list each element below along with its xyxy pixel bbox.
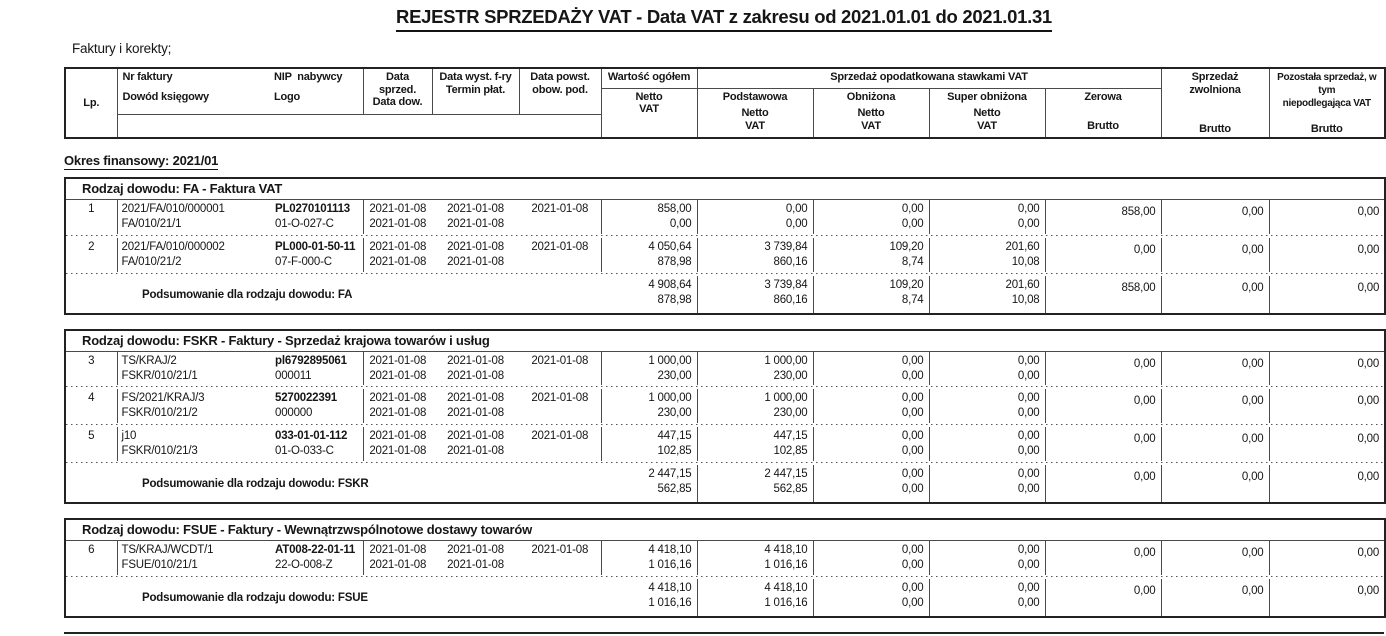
col-podstawowa: 3 739,84 860,16 [697,276,813,314]
col-zerowa: 0,00 [1045,351,1161,385]
header-nip [271,68,363,114]
header-wartosc-ogolem: Wartość ogółem [601,68,697,88]
col-wartosc-ogolem: 4 050,64 878,98 [601,238,697,272]
col-nr-faktury: TS/KRAJ/WCDT/1 FSUE/010/21/1 [117,541,271,575]
col-data-sprzed: 2021-01-08 2021-01-08 [363,238,432,272]
col-obnizona: 109,20 8,74 [813,276,929,314]
col-obnizona: 0,00 0,00 [813,579,929,617]
col-pozostala: 0,00 [1269,427,1385,461]
col-zerowa: 858,00 [1045,276,1161,314]
header-dowod-label: Dowód księgowy [122,90,209,103]
col-data-wyst: 2021-01-08 2021-01-08 [447,392,504,419]
col-obnizona: 0,00 0,00 [813,465,929,503]
col-podstawowa: 447,15 102,85 [697,427,813,461]
col-data-powst: 2021-01-08 [531,203,589,215]
header-pozostala-brutto: Brutto [1310,122,1343,135]
col-obnizona: 0,00 0,00 [813,427,929,461]
col-data-sprzed: 2021-01-08 2021-01-08 [363,389,432,423]
table-row [65,389,1385,423]
col-podstawowa: 4 418,10 1 016,16 [697,541,813,575]
col-super-obnizona: 201,60 10,08 [929,276,1045,314]
col-super-obnizona: 0,00 0,00 [929,200,1045,234]
col-pozostala: 0,00 [1269,579,1385,617]
header-lp: Lp. [65,68,117,138]
col-wartosc-ogolem: 4 418,10 1 016,16 [601,541,697,575]
header-super-obnizona: Super obniżona Netto VAT [929,88,1045,138]
col-obnizona: 0,00 0,00 [813,389,929,423]
section-title: Rodzaj dowodu: FA - Faktura VAT [65,178,1385,200]
col-wartosc-ogolem: 4 908,64 878,98 [648,278,692,306]
col-data-wyst: 2021-01-08 2021-01-08 [447,544,504,571]
col-wartosc-ogolem: 2 447,15 562,85 [648,468,692,495]
col-zerowa: 858,00 [1045,200,1161,234]
summary-row [65,465,1385,503]
financial-period: Okres finansowy: 2021/01 [64,153,219,168]
header-data-sprzed: Data sprzed. Data dow. [363,68,432,114]
col-nip: AT008-22-01-11 22-O-008-Z [275,544,356,571]
summary-label: Podsumowanie dla rodzaju dowodu: FSUE [142,591,368,604]
col-obnizona: 0,00 0,00 [813,541,929,575]
header-data-powst: Data powst. obow. pod. [519,68,601,114]
col-pozostala: 0,00 [1269,200,1385,234]
col-podstawowa: 0,00 0,00 [697,200,813,234]
register-header-table [64,67,1386,139]
col-pozostala: 0,00 [1269,389,1385,423]
table-row [65,541,1385,575]
col-data-powst: 2021-01-08 [531,240,589,253]
header-empty-cell [117,114,601,138]
summary-label: Podsumowanie dla rodzaju dowodu: FSKR [142,478,369,490]
col-data-sprzed: 2021-01-08 2021-01-08 [363,200,432,234]
table-row [65,351,1385,385]
col-nr-faktury: 2021/FA/010/000001 FA/010/21/1 [117,200,271,234]
col-zwolniona: 0,00 [1161,579,1269,617]
col-zerowa: 0,00 [1045,238,1161,272]
col-super-obnizona: 0,00 0,00 [929,427,1045,461]
col-zerowa: 0,00 [1045,465,1161,503]
register-sections [0,177,1386,618]
col-pozostala: 0,00 [1269,276,1385,314]
col-nr-faktury: TS/KRAJ/2 FSKR/010/21/1 [117,351,271,385]
col-zwolniona: 0,00 [1161,389,1269,423]
col-zwolniona: 0,00 [1161,276,1269,314]
col-podstawowa: 1 000,00 230,00 [697,351,813,385]
col-zwolniona: 0,00 [1161,238,1269,272]
table-row [65,238,1385,272]
col-wartosc-ogolem: 4 418,10 1 016,16 [648,581,692,609]
summary-label: Podsumowanie dla rodzaju dowodu: FA [142,288,353,301]
col-super-obnizona: 0,00 0,00 [929,579,1045,617]
col-pozostala: 0,00 [1269,351,1385,385]
section-title-row [65,178,1385,200]
col-lp: 3 [88,354,95,367]
header-nr-faktury-label: Nr faktury [122,71,173,83]
col-obnizona: 109,20 8,74 [813,238,929,272]
col-data-wyst: 2021-01-08 2021-01-08 [447,240,504,268]
col-data-powst: 2021-01-08 [531,544,589,556]
col-zerowa: 0,00 [1045,427,1161,461]
summary-row [65,276,1385,314]
col-obnizona: 0,00 0,00 [813,351,929,385]
header-zwolniona-brutto: Brutto [1199,122,1231,135]
col-super-obnizona: 0,00 0,00 [929,389,1045,423]
col-data-wyst: 2021-01-08 2021-01-08 [447,354,504,382]
header-zerowa: Zerowa Brutto [1045,88,1161,138]
col-podstawowa: 1 000,00 230,00 [697,389,813,423]
col-nip: 033-01-01-112 01-O-033-C [275,430,348,457]
table-row [65,200,1385,234]
report-title-text: REJESTR SPRZEDAŻY VAT - Data VAT z zakresu od 2021.01.01 do 2021.01.31 [396,6,1052,32]
col-lp: 5 [88,430,95,442]
col-wartosc-ogolem: 447,15 102,85 [601,427,697,461]
col-zwolniona: 0,00 [1161,200,1269,234]
col-lp: 2 [88,240,95,253]
section-title-row [65,519,1385,541]
col-lp: 6 [88,544,95,556]
col-podstawowa: 4 418,10 1 016,16 [697,579,813,617]
col-zwolniona: 0,00 [1161,427,1269,461]
col-super-obnizona: 0,00 0,00 [929,541,1045,575]
col-data-powst: 2021-01-08 [531,392,589,404]
col-wartosc-ogolem: 1 000,00 230,00 [601,389,697,423]
col-nip: 5270022391 000000 [275,392,337,419]
col-zwolniona: 0,00 [1161,465,1269,503]
col-data-sprzed: 2021-01-08 2021-01-08 [363,427,432,461]
col-nr-faktury: 2021/FA/010/000002 FA/010/21/2 [117,238,271,272]
header-zerowa-brutto: Brutto [1087,120,1119,132]
col-obnizona: 0,00 0,00 [813,200,929,234]
col-pozostala: 0,00 [1269,465,1385,503]
header-sprzedaz-zwolniona: Sprzedaż zwolniona Brutto [1161,68,1269,138]
col-lp: 4 [88,392,95,404]
header-podstawowa: Podstawowa Netto VAT [697,88,813,138]
section-table [64,518,1386,618]
col-wartosc-ogolem: 1 000,00 230,00 [601,351,697,385]
col-nip: PL000-01-50-11 07-F-000-C [275,240,356,268]
col-nr-faktury: FS/2021/KRAJ/3 FSKR/010/21/2 [117,389,271,423]
col-super-obnizona: 0,00 0,00 [929,465,1045,503]
section-title: Rodzaj dowodu: FSUE - Faktury - Wewnątrzwspólnotowe dostawy towarów [65,519,1385,541]
col-data-wyst: 2021-01-08 2021-01-08 [447,430,504,457]
report-subtitle: Faktury i korekty; [72,41,172,56]
col-super-obnizona: 0,00 0,00 [929,351,1045,385]
header-pozostala-sprzedaz: Pozostała sprzedaż, w tym niepodlegająca VAT Brutto [1269,68,1385,138]
col-data-powst: 2021-01-08 [531,354,589,367]
next-section-top-border [64,632,1384,636]
header-obnizona: Obniżona Netto VAT [813,88,929,138]
table-row [65,427,1385,461]
col-wartosc-ogolem: 858,00 0,00 [601,200,697,234]
col-data-sprzed: 2021-01-08 2021-01-08 [363,541,432,575]
col-nr-faktury: j10 FSKR/010/21/3 [117,427,271,461]
section-table [64,177,1386,315]
col-podstawowa: 3 739,84 860,16 [697,238,813,272]
col-nip: PL0270101113 01-O-027-C [275,203,350,230]
header-nip-label: NIP nabywcy [274,71,343,83]
header-wartosc-netto-vat: Netto VAT [601,88,697,138]
header-logo-label: Logo [274,90,301,103]
col-data-powst: 2021-01-08 [531,430,589,442]
col-nip: pl6792895061 000011 [275,354,347,382]
summary-row [65,579,1385,617]
col-data-wyst: 2021-01-08 2021-01-08 [447,203,504,230]
section-table [64,329,1386,505]
header-nr-faktury [117,68,271,114]
col-zerowa: 0,00 [1045,579,1161,617]
header-sprzedaz-opodatkowana: Sprzedaż opodatkowana stawkami VAT [697,68,1161,88]
col-pozostala: 0,00 [1269,238,1385,272]
col-zerowa: 0,00 [1045,541,1161,575]
col-zerowa: 0,00 [1045,389,1161,423]
col-lp: 1 [88,203,95,215]
col-podstawowa: 2 447,15 562,85 [697,465,813,503]
col-zwolniona: 0,00 [1161,351,1269,385]
header-data-wyst: Data wyst. f-ry Termin płat. [432,68,519,114]
col-super-obnizona: 201,60 10,08 [929,238,1045,272]
col-zwolniona: 0,00 [1161,541,1269,575]
col-data-sprzed: 2021-01-08 2021-01-08 [363,351,432,385]
section-title: Rodzaj dowodu: FSKR - Faktury - Sprzedaż krajowa towarów i usług [65,330,1385,352]
report-title [64,6,1384,32]
section-title-row [65,330,1385,352]
col-pozostala: 0,00 [1269,541,1385,575]
